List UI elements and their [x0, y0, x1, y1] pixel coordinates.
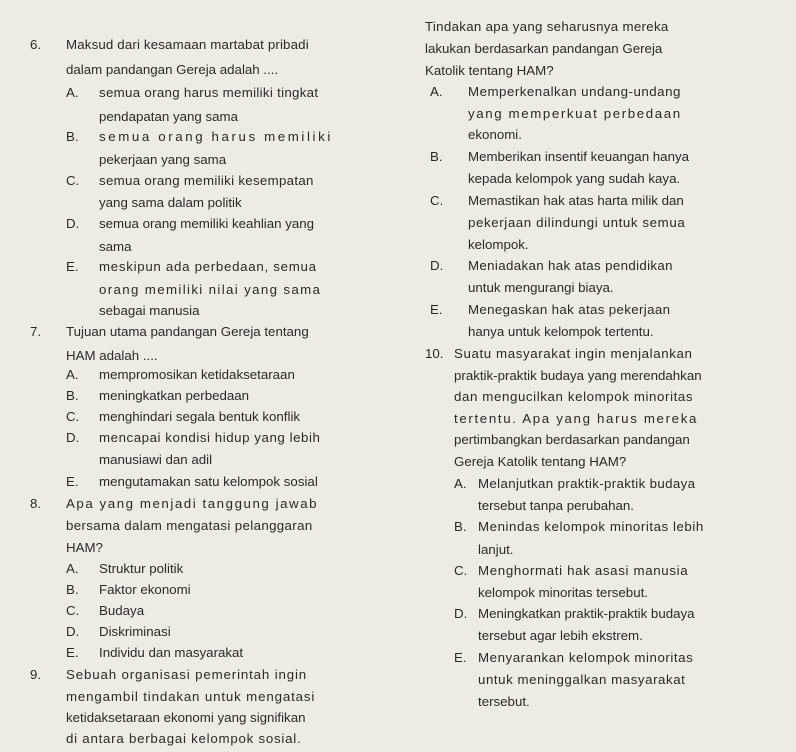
q6-option-e-key: E. [66, 259, 79, 274]
q9-option-a: ekonomi. [468, 127, 522, 142]
q9-option-d: untuk mengurangi biaya. [468, 280, 614, 295]
q6-stem: Maksud dari kesamaan martabat pribadi [66, 37, 309, 52]
q10-stem: tertentu. Apa yang harus mereka [454, 411, 699, 426]
q10-option-b-key: B. [454, 519, 467, 534]
q8-option-b-key: B. [66, 582, 79, 597]
q10-stem: Gereja Katolik tentang HAM? [454, 454, 627, 469]
q7-option-b: meningkatkan perbedaan [99, 388, 250, 403]
q6-option-c-key: C. [66, 173, 80, 188]
q8-option-e-key: E. [66, 645, 79, 660]
q10-option-a: Melanjutkan praktik-praktik budaya [478, 476, 696, 491]
q9-stem: ketidaksetaraan ekonomi yang signifikan [66, 710, 306, 725]
q9-option-a-key: A. [430, 84, 443, 99]
q9-option-c-key: C. [430, 193, 444, 208]
q9-stem-continued: Katolik tentang HAM? [425, 63, 554, 78]
q8-option-a-key: A. [66, 561, 79, 576]
q10-option-c: Menghormati hak asasi manusia [478, 563, 689, 578]
q10-option-c-key: C. [454, 563, 468, 578]
q6-option-a: semua orang harus memiliki tingkat [99, 85, 319, 100]
q8-stem: bersama dalam mengatasi pelanggaran [66, 518, 313, 533]
q6-option-e: meskipun ada perbedaan, semua [99, 259, 317, 274]
q10-stem: pertimbangkan berdasarkan pandangan [454, 432, 690, 447]
q7-option-a: mempromosikan ketidaksetaraan [99, 367, 295, 382]
q10-stem: Suatu masyarakat ingin menjalankan [454, 346, 693, 361]
q7-number: 7. [30, 324, 42, 339]
q8-option-d-key: D. [66, 624, 80, 639]
q10-option-b: Menindas kelompok minoritas lebih [478, 519, 704, 534]
q7-stem: HAM adalah .... [66, 348, 158, 363]
q6-option-e: sebagai manusia [99, 303, 200, 318]
q10-option-e: Menyarankan kelompok minoritas [478, 650, 694, 665]
q9-number: 9. [30, 667, 42, 682]
q10-option-b: lanjut. [478, 542, 514, 557]
q6-option-d: sama [99, 239, 132, 254]
q6-option-b-key: B. [66, 129, 79, 144]
q8-option-c-key: C. [66, 603, 80, 618]
q6-stem: dalam pandangan Gereja adalah .... [66, 62, 279, 77]
q7-option-a-key: A. [66, 367, 79, 382]
q9-option-e-key: E. [430, 302, 443, 317]
q8-stem: HAM? [66, 540, 103, 555]
q6-option-d-key: D. [66, 216, 80, 231]
q9-stem: mengambil tindakan untuk mengatasi [66, 689, 316, 704]
q9-option-e: Menegaskan hak atas pekerjaan [468, 302, 671, 317]
q8-option-a: Struktur politik [99, 561, 184, 576]
q9-stem-continued: Tindakan apa yang seharusnya mereka [425, 19, 669, 34]
q10-option-c: kelompok minoritas tersebut. [478, 585, 648, 600]
q9-option-a: yang memperkuat perbedaan [468, 106, 682, 121]
q9-option-c: Memastikan hak atas harta milik dan [468, 193, 684, 208]
q10-option-e: tersebut. [478, 694, 530, 709]
q9-option-d: Meniadakan hak atas pendidikan [468, 258, 673, 273]
q7-option-d-key: D. [66, 430, 80, 445]
q6-option-c: semua orang memiliki kesempatan [99, 173, 314, 188]
q10-option-d-key: D. [454, 606, 468, 621]
q9-option-c: kelompok. [468, 237, 529, 252]
q8-stem: Apa yang menjadi tanggung jawab [66, 496, 319, 511]
q7-option-d: mencapai kondisi hidup yang lebih [99, 430, 321, 445]
q7-option-c: menghindari segala bentuk konflik [99, 409, 301, 424]
q7-option-c-key: C. [66, 409, 80, 424]
q8-option-c: Budaya [99, 603, 145, 618]
q10-option-d: Meningkatkan praktik-praktik budaya [478, 606, 695, 621]
q6-number: 6. [30, 37, 42, 52]
q9-option-b: Memberikan insentif keuangan hanya [468, 149, 690, 164]
q9-option-b: kepada kelompok yang sudah kaya. [468, 171, 681, 186]
q10-option-e: untuk meninggalkan masyarakat [478, 672, 686, 687]
q6-option-d: semua orang memiliki keahlian yang [99, 216, 315, 231]
q10-option-e-key: E. [454, 650, 467, 665]
q6-option-b: pekerjaan yang sama [99, 152, 227, 167]
q8-option-e: Individu dan masyarakat [99, 645, 244, 660]
q8-option-d: Diskriminasi [99, 624, 171, 639]
q9-option-c: pekerjaan dilindungi untuk semua [468, 215, 686, 230]
q9-stem-continued: lakukan berdasarkan pandangan Gereja [425, 41, 663, 56]
q6-option-a: pendapatan yang sama [99, 109, 238, 124]
q9-option-b-key: B. [430, 149, 443, 164]
q10-option-a-key: A. [454, 476, 467, 491]
q9-option-e: hanya untuk kelompok tertentu. [468, 324, 654, 339]
q10-stem: praktik-praktik budaya yang merendahkan [454, 368, 702, 383]
q6-option-e: orang memiliki nilai yang sama [99, 282, 322, 297]
q7-stem: Tujuan utama pandangan Gereja tentang [66, 324, 309, 339]
q6-option-b: semua orang harus memiliki [99, 129, 333, 144]
q7-option-b-key: B. [66, 388, 79, 403]
q9-option-d-key: D. [430, 258, 444, 273]
q9-stem: Sebuah organisasi pemerintah ingin [66, 667, 308, 682]
q7-option-e: mengutamakan satu kelompok sosial [99, 474, 318, 489]
q10-number: 10. [425, 346, 444, 361]
q6-option-a-key: A. [66, 85, 79, 100]
q8-number: 8. [30, 496, 42, 511]
q10-option-d: tersebut agar lebih ekstrem. [478, 628, 643, 643]
q6-option-c: yang sama dalam politik [99, 195, 242, 210]
q10-stem: dan mengucilkan kelompok minoritas [454, 389, 694, 404]
q7-option-e-key: E. [66, 474, 79, 489]
q9-stem: di antara berbagai kelompok sosial. [66, 731, 302, 746]
q10-option-a: tersebut tanpa perubahan. [478, 498, 634, 513]
q9-option-a: Memperkenalkan undang-undang [468, 84, 681, 99]
q8-option-b: Faktor ekonomi [99, 582, 191, 597]
q7-option-d: manusiawi dan adil [99, 452, 213, 467]
